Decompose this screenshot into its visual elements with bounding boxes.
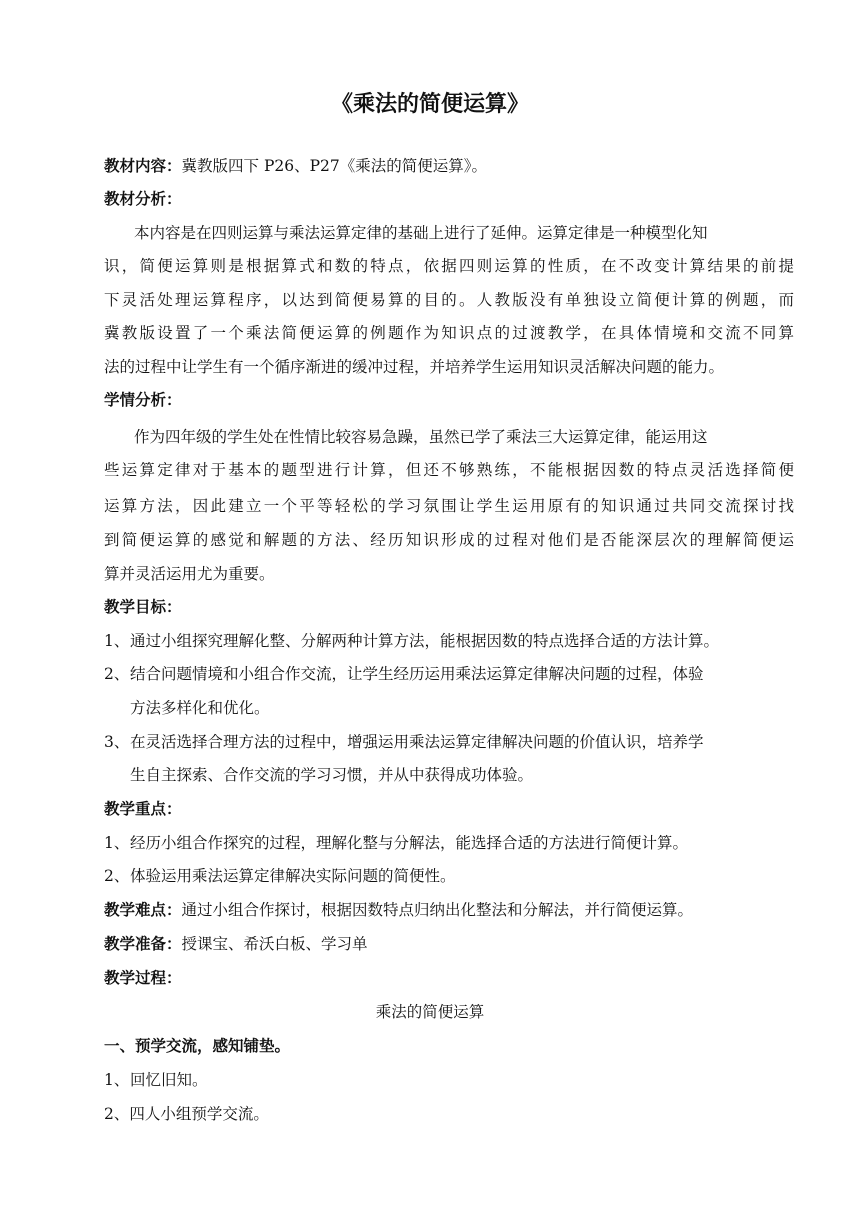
objective-item: [104, 662, 794, 686]
learner-analysis-line: 些运算定律对于基本的题型进行计算，但还不够熟练，不能根据因数的特点灵活选择简便: [104, 461, 794, 479]
key-point-item: [104, 831, 794, 855]
objective-number: 3、: [104, 733, 130, 751]
difficulty-label: 教学难点：: [104, 901, 182, 919]
process-step-number: 2、: [104, 1105, 130, 1123]
process-label: 教学过程：: [104, 969, 182, 987]
objective-item: [104, 730, 794, 754]
document-title: 《乘法的简便运算》: [330, 92, 529, 117]
key-point-text: 体验运用乘法运算定律解决实际问题的简便性。: [130, 867, 456, 885]
key-point-item: [104, 864, 794, 888]
key-point-number: 2、: [104, 867, 130, 885]
objective-text: 通过小组探究理解化整、分解两种计算方法，能根据因数的特点选择合适的方法计算。: [130, 632, 720, 650]
preparation-label: 教学准备：: [104, 935, 182, 953]
learner-analysis-line: 运算方法，因此建立一个平等轻松的学习氛围让学生运用原有的知识通过共同交流探讨找: [104, 497, 794, 515]
key-points-label: 教学重点：: [104, 800, 182, 818]
objective-number: 2、: [104, 665, 130, 683]
material-content-text: 冀教版四下 P26、P27《乘法的简便运算》。: [181, 157, 487, 175]
objective-continuation: 方法多样化和优化。: [130, 699, 270, 717]
material-analysis-line: 识，简便运算则是根据算式和数的特点，依据四则运算的性质，在不改变计算结果的前提: [104, 257, 794, 275]
process-step-number: 1、: [104, 1071, 130, 1089]
section-heading: 一、预学交流，感知铺垫。: [104, 1037, 291, 1055]
objective-item: [104, 629, 794, 653]
material-content-label: 教材内容：: [104, 157, 182, 175]
preparation-row: [104, 932, 794, 956]
material-analysis-line: 冀教版设置了一个乘法简便运算的例题作为知识点的过渡教学，在具体情境和交流不同算: [104, 324, 794, 342]
objective-number: 1、: [104, 632, 130, 650]
objectives-label: 教学目标：: [104, 598, 182, 616]
process-subtitle: 乘法的简便运算: [375, 1003, 485, 1021]
learner-analysis-label: 学情分析：: [104, 391, 182, 409]
process-step: [104, 1068, 794, 1092]
objective-continuation: 生自主探索、合作交流的学习习惯，并从中获得成功体验。: [130, 766, 534, 784]
objective-text: 结合问题情境和小组合作交流，让学生经历运用乘法运算定律解决问题的过程，体验: [130, 665, 704, 683]
material-analysis-line: 下灵活处理运算程序，以达到简便易算的目的。人教版没有单独设立简便计算的例题，而: [104, 291, 794, 309]
difficulty-row: [104, 898, 794, 922]
preparation-text: 授课宝、希沃白板、学习单: [181, 935, 368, 953]
process-step-text: 四人小组预学交流。: [129, 1105, 269, 1123]
material-content-row: [104, 154, 794, 178]
objective-text: 在灵活选择合理方法的过程中，增强运用乘法运算定律解决问题的价值认识，培养学: [130, 733, 704, 751]
process-step: [104, 1102, 794, 1126]
learner-analysis-line: 作为四年级的学生处在性情比较容易急躁，虽然已学了乘法三大运算定律，能运用这: [134, 428, 708, 446]
key-point-text: 经历小组合作探究的过程，理解化整与分解法，能选择合适的方法进行简便计算。: [130, 834, 689, 852]
process-step-text: 回忆旧知。: [130, 1071, 208, 1089]
key-point-number: 1、: [104, 834, 130, 852]
learner-analysis-line: 算并灵活运用尤为重要。: [104, 565, 275, 583]
material-analysis-label: 教材分析：: [104, 190, 182, 208]
material-analysis-line: 本内容是在四则运算与乘法运算定律的基础上进行了延伸。运算定律是一种模型化知: [134, 224, 708, 242]
material-analysis-line: 法的过程中让学生有一个循序渐进的缓冲过程，并培养学生运用知识灵活解决问题的能力。: [104, 358, 725, 376]
difficulty-text: 通过小组合作探讨，根据因数特点归纳出化整法和分解法，并行简便运算。: [181, 901, 694, 919]
learner-analysis-line: 到简便运算的感觉和解题的方法、经历知识形成的过程对他们是否能深层次的理解简便运: [104, 531, 794, 549]
